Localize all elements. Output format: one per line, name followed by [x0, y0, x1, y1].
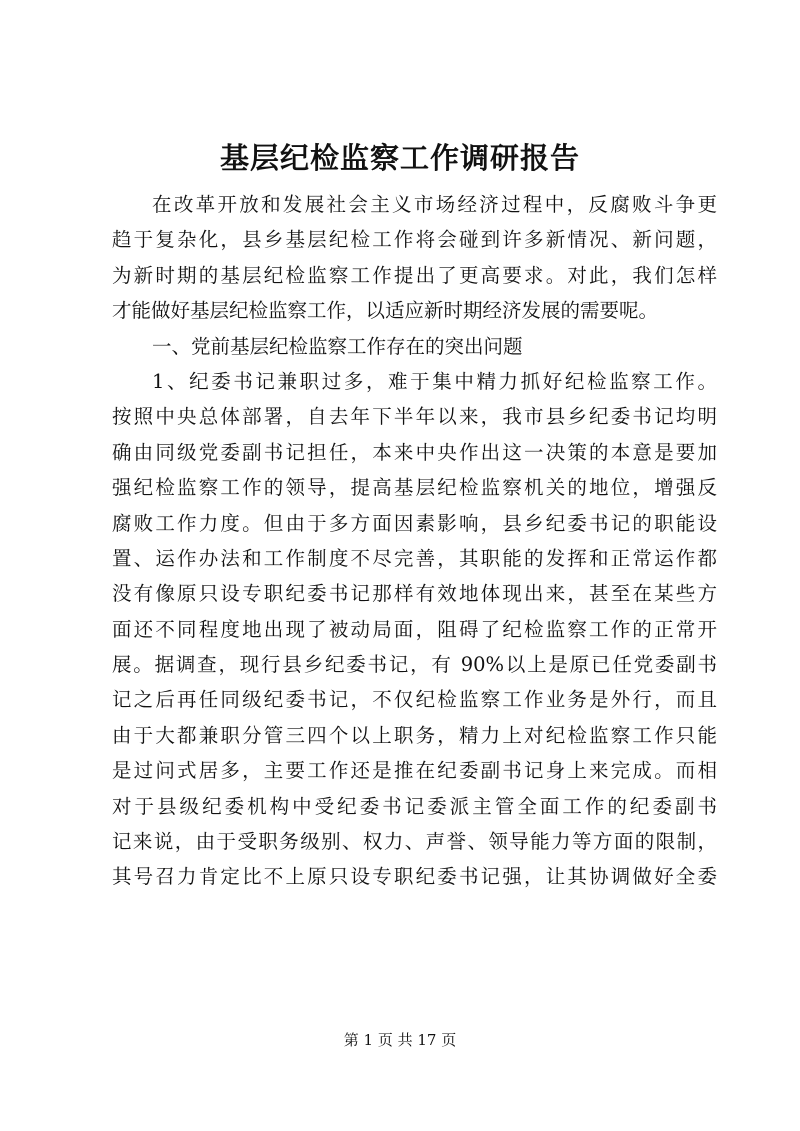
- body-text-line: 是过问式居多，主要工作还是推在纪委副书记身上来完成。而相: [112, 759, 717, 783]
- body-text-line: 1、纪委书记兼职过多，难于集中精力抓好纪检监察工作。: [152, 369, 717, 393]
- body-text-line: 按照中央总体部署，自去年下半年以来，我市县乡纪委书记均明: [112, 405, 717, 429]
- page-number-footer: 第 1 页 共 17 页: [343, 1031, 457, 1049]
- body-text-line: 强纪检监察工作的领导，提高基层纪检监察机关的地位，增强反: [112, 476, 717, 500]
- body-text-line: 趋于复杂化，县乡基层纪检工作将会碰到许多新情况、新问题，: [112, 228, 717, 252]
- body-text-line: 才能做好基层纪检监察工作，以适应新时期经济发展的需要呢。: [112, 299, 659, 323]
- body-text-line: 一、党前基层纪检监察工作存在的突出问题: [152, 334, 523, 358]
- body-text-line: 面还不同程度地出现了被动局面，阻碍了纪检监察工作的正常开: [112, 617, 717, 641]
- body-text-line: 腐败工作力度。但由于多方面因素影响，县乡纪委书记的职能设: [112, 511, 717, 535]
- body-text-line: 展。据调查，现行县乡纪委书记，有 90%以上是原已任党委副书: [112, 653, 717, 677]
- body-text-line: 由于大都兼职分管三四个以上职务，精力上对纪检监察工作只能: [112, 723, 717, 747]
- body-text-line: 其号召力肯定比不上原只设专职纪委书记强，让其协调做好全委: [112, 865, 717, 889]
- document-body: [112, 187, 717, 895]
- body-text-line: 为新时期的基层纪检监察工作提出了更高要求。对此，我们怎样: [112, 263, 717, 287]
- body-text-line: 对于县级纪委机构中受纪委书记委派主管全面工作的纪委副书: [112, 794, 717, 818]
- body-text-line: 置、运作办法和工作制度不尽完善，其职能的发挥和正常运作都: [112, 546, 717, 570]
- document-title: 基层纪检监察工作调研报告: [219, 141, 580, 175]
- body-text-line: 在改革开放和发展社会主义市场经济过程中，反腐败斗争更: [152, 193, 717, 216]
- body-text-line: 记来说，由于受职务级别、权力、声誉、领导能力等方面的限制，: [112, 830, 717, 854]
- body-text-line: 确由同级党委副书记担任，本来中央作出这一决策的本意是要加: [112, 440, 717, 464]
- body-text-line: 记之后再任同级纪委书记，不仅纪检监察工作业务是外行，而且: [112, 688, 717, 712]
- body-text-line: 没有像原只设专职纪委书记那样有效地体现出来，甚至在某些方: [112, 582, 717, 606]
